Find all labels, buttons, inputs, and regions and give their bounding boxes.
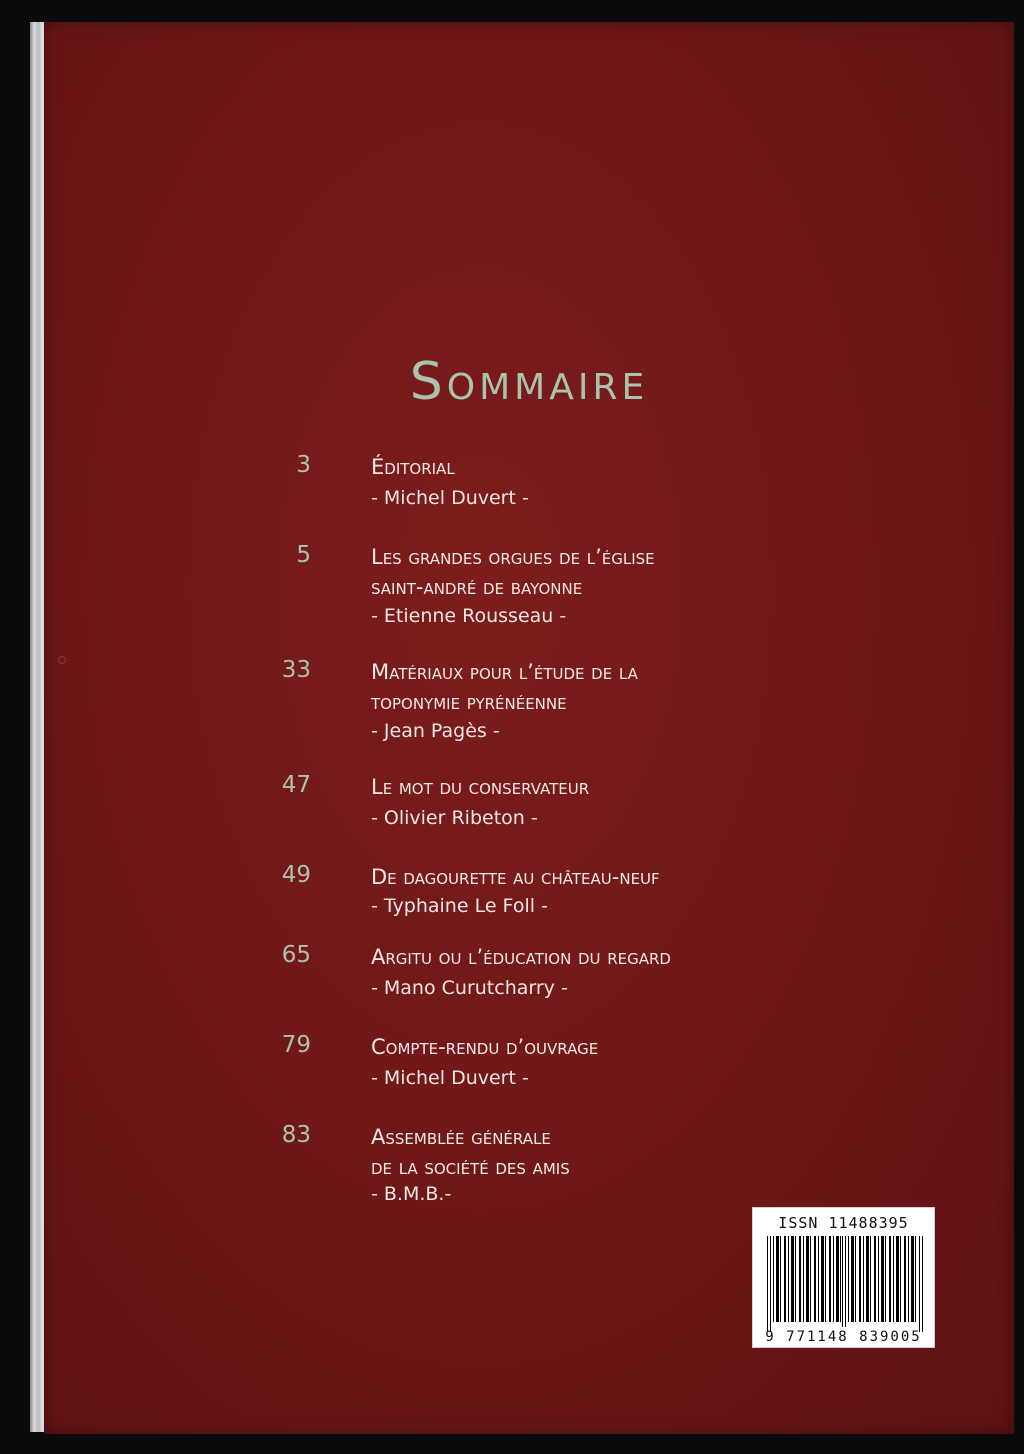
toc-heading-line: saint-andré de bayonne [371,575,583,599]
toc-author: - Olivier Ribeton - [371,807,538,829]
paper-speck [58,656,66,664]
barcode-guard-left [767,1236,771,1332]
barcode-guard-middle [842,1236,846,1332]
toc-heading [371,452,455,482]
toc-heading [371,772,589,802]
toc-heading [371,1032,598,1062]
toc-heading-line: De dagourette au château-neuf [371,865,660,889]
page-title: Sommaire [409,352,649,412]
issn-number: ISSN 11488395 [778,1214,909,1232]
toc-author: - Michel Duvert - [371,1067,529,1089]
toc-author: - Etienne Rousseau - [371,605,567,627]
toc-heading-line: toponymie pyrénéenne [371,690,567,714]
barcode-guard-right [919,1236,923,1332]
toc-page-number: 65 [281,942,311,968]
toc-heading-line: Argitu ou l’éducation du regard [371,945,671,969]
toc-author: - Mano Curutcharry - [371,977,568,999]
toc-page-number: 33 [281,657,311,683]
toc-page-number: 49 [281,862,311,888]
barcode-digits: 9 771148 839005 [765,1329,922,1345]
toc-heading [371,657,638,717]
toc-heading-line: de la société des amis [371,1155,570,1179]
toc-heading-line: Assemblée générale [371,1125,551,1149]
toc-heading-line: Compte-rendu d’ouvrage [371,1035,599,1059]
back-cover [44,22,1014,1434]
toc-author: - Michel Duvert - [371,487,529,509]
toc-author: - B.M.B.- [371,1183,452,1205]
toc-page-number: 47 [281,772,311,798]
toc-heading-line: Les grandes orgues de l’église [371,545,655,569]
toc-heading-line: Le mot du conservateur [371,775,590,799]
toc-page-number: 3 [296,452,311,478]
toc-heading-line: Éditorial [371,455,455,479]
toc-heading [371,542,655,602]
toc-heading [371,862,660,892]
toc-author: - Jean Pagès - [371,720,500,742]
toc-heading [371,1122,570,1182]
toc-heading-line: Matériaux pour l’étude de la [371,660,638,684]
toc-page-number: 79 [281,1032,311,1058]
toc-page-number: 83 [281,1122,311,1148]
barcode [752,1207,935,1348]
toc-page-number: 5 [296,542,311,568]
toc-author: - Typhaine Le Foll - [371,895,548,917]
toc-heading [371,942,671,972]
